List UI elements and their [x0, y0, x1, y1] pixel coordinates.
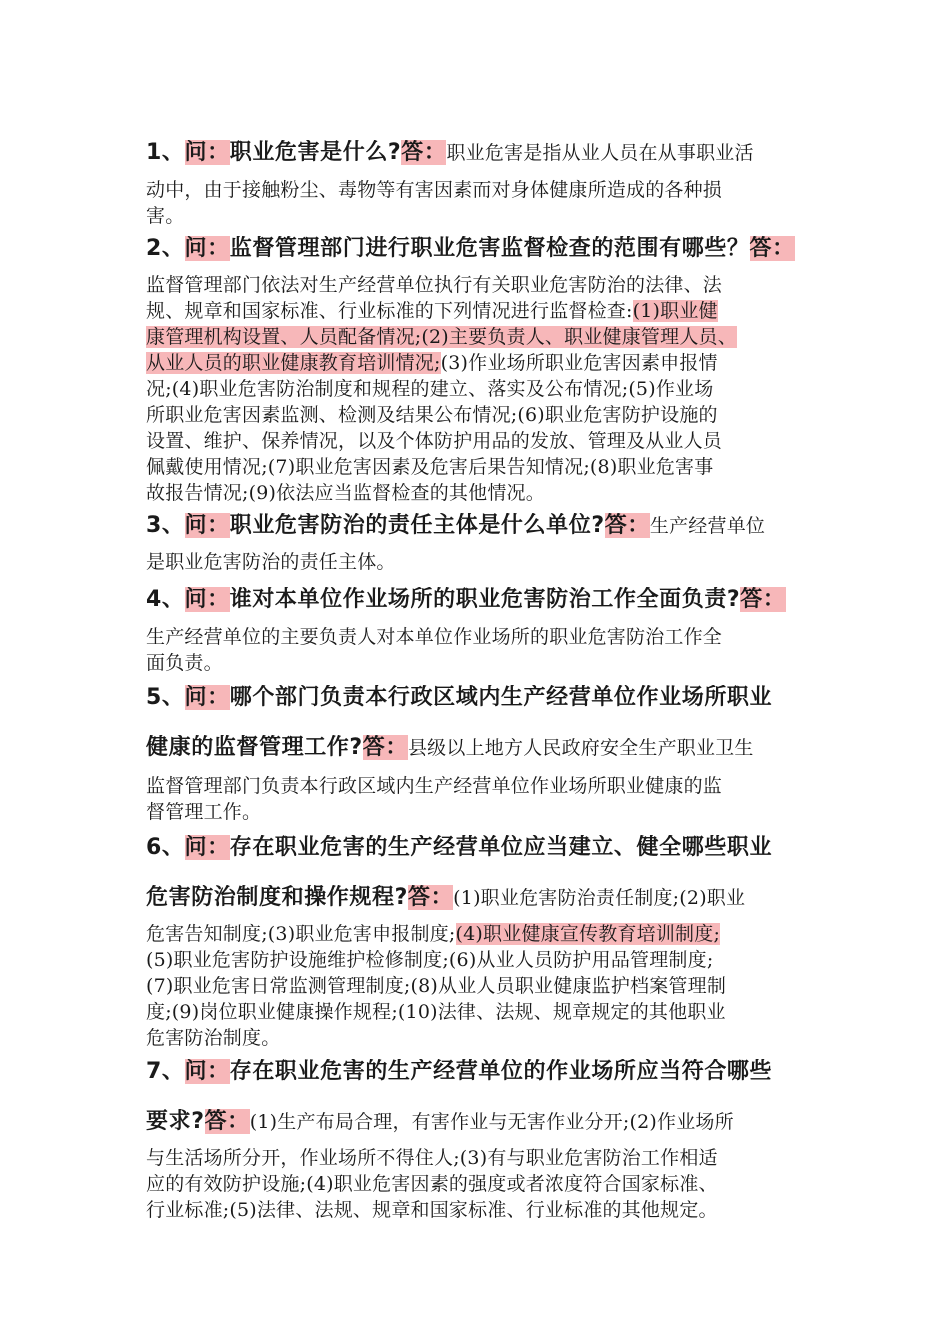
question-text: 谁对本单位作业场所的职业危害防治工作全面负责?	[229, 587, 741, 612]
answer-line	[146, 324, 818, 350]
qa-2-question-line	[146, 236, 818, 262]
answer-line: 监督管理部门负责本行政区域内生产经营单位作业场所职业健康的监	[146, 775, 723, 797]
answer-line: 督管理工作。	[146, 801, 262, 823]
answer-line: 动中，由于接触粉尘、毒物等有害因素而对身体健康所造成的各种损	[146, 179, 723, 201]
highlighted-segment: (1)职业健	[632, 300, 718, 322]
highlighted-segment: 康管理机构设置、人员配备情况;(2)主要负责人、职业健康管理人员、	[146, 326, 737, 348]
answer-line: 面负责。	[146, 652, 223, 674]
question-marker: 问：	[184, 1059, 230, 1084]
answer-line: 佩戴使用情况;(7)职业危害因素及危害后果告知情况;(8)职业危害事	[146, 456, 714, 478]
question-text: 健康的监督管理工作?	[146, 735, 363, 760]
qa-number: 2、	[146, 236, 185, 261]
answer-marker: 答：	[407, 885, 454, 910]
question-marker: 问：	[184, 685, 230, 710]
qa-6-question-line	[146, 835, 818, 861]
answer-marker: 答：	[604, 513, 650, 538]
answer-marker: 答：	[749, 236, 795, 261]
qa-7-question-line	[146, 1059, 818, 1085]
qa-4-question-line	[146, 587, 818, 613]
answer-marker: 答：	[362, 735, 408, 760]
answer-line: (5)职业危害防护设施维护检修制度;(6)从业人员防护用品管理制度;	[146, 949, 714, 971]
qa-5-question-line-2	[146, 735, 818, 761]
question-text: 存在职业危害的生产经营单位的作业场所应当符合哪些	[229, 1059, 773, 1084]
answer-line: (7)职业危害日常监测管理制度;(8)从业人员职业健康监护档案管理制	[146, 975, 727, 997]
question-text: 职业危害防治的责任主体是什么单位?	[229, 513, 605, 538]
answer-line: 行业标准;(5)法律、法规、规章和国家标准、行业标准的其他规定。	[146, 1199, 718, 1221]
answer-line: 与生活场所分开，作业场所不得住人;(3)有与职业危害防治工作相适	[146, 1147, 718, 1169]
answer-line: 监督管理部门依法对生产经营单位执行有关职业危害防治的法律、法	[146, 274, 723, 296]
answer-marker: 答：	[401, 140, 447, 165]
answer-marker: 答：	[740, 587, 786, 612]
answer-line: 生产经营单位的主要负责人对本单位作业场所的职业危害防治工作全	[146, 626, 723, 648]
qa-number: 3、	[146, 513, 185, 538]
answer-line: 应的有效防护设施;(4)职业危害因素的强度或者浓度符合国家标准、	[146, 1173, 718, 1195]
highlighted-segment: (4)职业健康宣传教育培训制度;	[455, 923, 721, 945]
answer-text: 职业危害是指从业人员在从事职业活	[446, 142, 754, 164]
answer-segment: 规、规章和国家标准、行业标准的下列情况进行监督检查:	[146, 300, 633, 322]
answer-line: 害。	[146, 205, 185, 227]
question-marker: 问：	[184, 835, 230, 860]
qa-1-question-line	[146, 140, 818, 166]
answer-line	[146, 350, 818, 376]
qa-5-question-line	[146, 685, 818, 711]
answer-line: 设置、维护、保养情况，以及个体防护用品的发放、管理及从业人员	[146, 430, 723, 452]
question-text: 监督管理部门进行职业危害监督检查的范围有哪些？	[229, 236, 750, 261]
answer-segment: 危害告知制度;(3)职业危害申报制度;	[146, 923, 456, 945]
question-text: 要求?	[146, 1109, 205, 1134]
answer-line: 况;(4)职业危害防治制度和规程的建立、落实及公布情况;(5)作业场	[146, 378, 714, 400]
question-text: 危害防治制度和操作规程?	[146, 885, 408, 910]
answer-line: 危害防治制度。	[146, 1027, 281, 1049]
answer-segment: (3)作业场所职业危害因素申报情	[440, 352, 718, 374]
qa-3-question-line	[146, 513, 818, 539]
highlighted-segment: 从业人员的职业健康教育培训情况;	[146, 352, 441, 374]
answer-text: 县级以上地方人民政府安全生产职业卫生	[407, 737, 754, 759]
qa-number: 4、	[146, 587, 185, 612]
qa-7-question-line-2	[146, 1109, 818, 1135]
question-marker: 问：	[184, 513, 230, 538]
question-marker: 问：	[184, 140, 230, 165]
qa-number: 6、	[146, 835, 185, 860]
answer-text: (1)职业危害防治责任制度;(2)职业	[453, 887, 746, 909]
answer-text: (1)生产布局合理，有害作业与无害作业分开;(2)作业场所	[249, 1111, 734, 1133]
qa-number: 7、	[146, 1059, 185, 1084]
answer-line: 所职业危害因素监测、检测及结果公布情况;(6)职业危害防护设施的	[146, 404, 718, 426]
question-text: 存在职业危害的生产经营单位应当建立、健全哪些职业	[229, 835, 773, 860]
qa-number: 1、	[146, 140, 185, 165]
answer-line: 度;(9)岗位职业健康操作规程;(10)法律、法规、规章规定的其他职业	[146, 1001, 726, 1023]
question-text: 哪个部门负责本行政区域内生产经营单位作业场所职业	[229, 685, 773, 710]
answer-line	[146, 298, 818, 324]
answer-line	[146, 921, 818, 947]
answer-line: 故报告情况;(9)依法应当监督检查的其他情况。	[146, 482, 545, 504]
answer-line: 是职业危害防治的责任主体。	[146, 551, 396, 573]
qa-number: 5、	[146, 685, 185, 710]
answer-marker: 答：	[204, 1109, 250, 1134]
question-text: 职业危害是什么?	[229, 140, 402, 165]
question-marker: 问：	[184, 587, 230, 612]
question-marker: 问：	[184, 236, 230, 261]
qa-6-question-line-2	[146, 885, 818, 911]
answer-text: 生产经营单位	[649, 515, 766, 537]
